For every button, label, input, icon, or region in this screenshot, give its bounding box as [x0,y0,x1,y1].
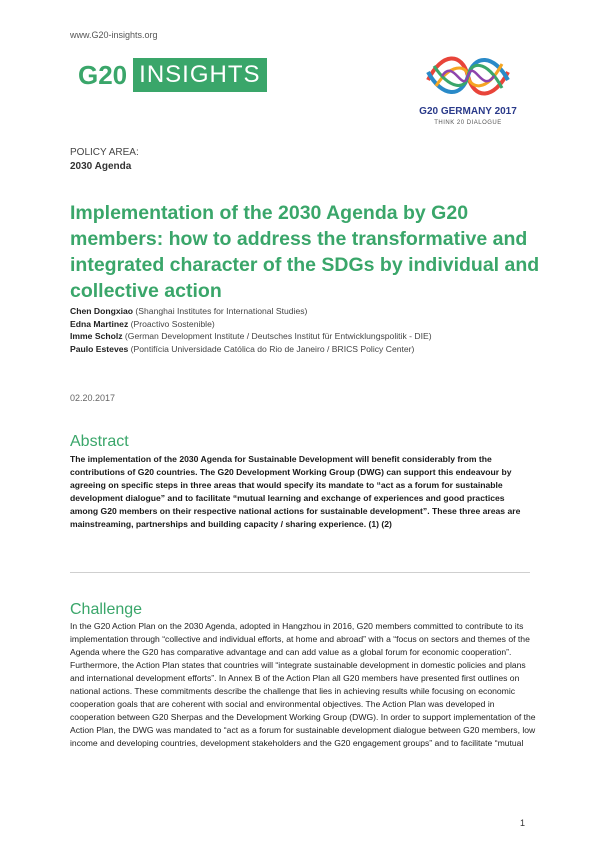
g20-insights-logo [78,58,267,92]
author-item [70,305,432,318]
author-affiliation: (Pontifícia Universidade Católica do Rio de Janeiro / BRICS Policy Center) [128,344,415,355]
abstract-body: The implementation of the 2030 Agenda for Sustainable Development will benefit considerably from the contributions of G20 countries. The G20 Development Working Group (DWG) can support this endeavour by agreeing on specific steps in three areas that would specify its mandate to “act as a forum for sustainable development dialogue” and to facilitate “mutual learning and exchange of experiences and good practices among G20 members on their respective national actions for sustainable development”. These three areas are mainstreaming, partnerships and building capacity / sharing experience. (1) (2) [70,454,521,529]
author-name: Paulo Esteves [70,344,129,355]
site-url[interactable]: www.G20-insights.org [70,30,158,40]
logo-germany-subtitle: THINK 20 DIALOGUE [434,120,502,126]
g20-germany-logo [408,50,528,146]
abstract-heading: Abstract [70,433,129,450]
author-name: Imme Scholz [70,331,123,342]
author-affiliation: (Proactivo Sostenible) [128,318,215,329]
document-title: Implementation of the 2030 Agenda by G20 members: how to address the transformative and integrated character of the SDGs by individual and collective action [70,202,540,302]
publication-date: 02.20.2017 [70,393,116,403]
author-affiliation: (German Development Institute / Deutsches Institut für Entwicklungspolitik - DIE) [122,331,432,342]
challenge-heading: Challenge [70,601,143,618]
section-divider [70,572,530,573]
policy-area [70,146,139,174]
author-name: Chen Dongxiao [70,306,134,316]
author-item [70,318,432,331]
knot-icon [422,50,514,102]
author-list [70,305,432,356]
policy-area-label: POLICY AREA: [70,147,139,158]
logo-germany-title: G20 GERMANY 2017 [419,106,517,117]
author-name: Edna Martinez [70,318,129,329]
author-item [70,330,432,343]
logo-insights-text: INSIGHTS [133,58,266,92]
challenge-body: In the G20 Action Plan on the 2030 Agenda, adopted in Hangzhou in 2016, G20 members committed to contribute to its implementation through “collective and individual efforts, at home and abroad” with a “focus on sectors and themes of the Agenda where the G20 has comparative advantage and can add value as a global forum for economic cooperation”. Furthermore, the Action Plan states that countries will “integrate sustainable development in domestic policies and plans and international development efforts”. In Annex B of the Action Plan all G20 members have presented first outlines on national actions. These commitments describe the challenge that lies in achieving results while focusing on economic cooperation goals that are coherent with social and environmental objectives. The Action Plan was developed in cooperation between G20 Sherpas and the Development Working Group (DWG). In order to support implementation of the Action Plan, the DWG was mandated to “act as a forum for sustainable development dialogue between G20 members, low income and developing countries, development stakeholders and the G20 engagement groups” and to facilitate “mutual [70,621,536,748]
author-affiliation: (Shanghai Institutes for International Studies) [133,306,308,316]
page-number: 1 [520,818,526,828]
policy-area-value: 2030 Agenda [70,161,132,172]
logo-g20-text: G20 [78,60,128,90]
author-item [70,343,432,356]
